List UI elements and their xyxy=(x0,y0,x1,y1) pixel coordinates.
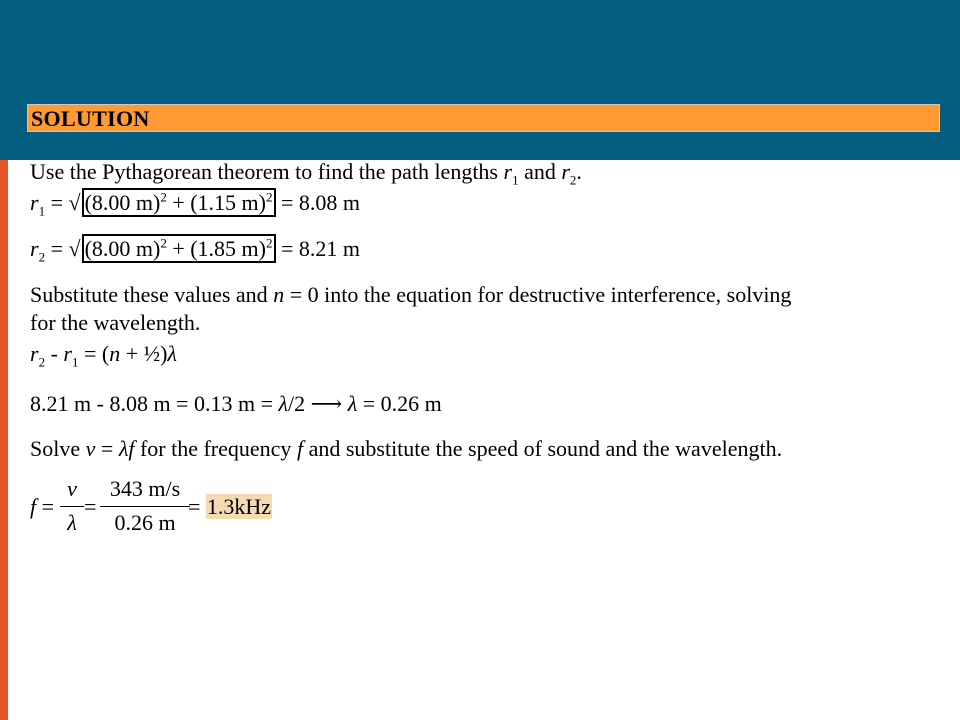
radical-sign: √ xyxy=(68,236,81,261)
radical-sign: √ xyxy=(68,190,81,215)
fraction-v-over-lambda: v λ xyxy=(60,476,84,536)
instruction-substitute: Substitute these values and n = 0 into the equation for destructive interference, solving xyxy=(30,282,792,307)
fraction-speed-over-wavelength: 343 m/s 0.26 m xyxy=(100,476,190,536)
radicand-box: (8.00 m)$^2$ + (1.15 m)$^2$ xyxy=(82,188,276,217)
radicand-box: (8.00 m)$^2$ + (1.85 m)$^2$ xyxy=(82,234,276,263)
equation-r1: $r_1$ = √ (8.00 m)$^2$ + (1.15 m)$^2$ = 8.08 m xyxy=(30,189,361,219)
instruction-frequency: Solve v = λf for the frequency f and substitute the speed of sound and the wavelength. xyxy=(30,436,783,461)
instruction-pythagorean: Use the Pythagorean theorem to find the path lengths $r_1$ and $r_2$. xyxy=(30,159,582,188)
fraction-bar xyxy=(60,506,84,507)
instruction-substitute-cont: for the wavelength. xyxy=(30,310,201,335)
section-heading xyxy=(27,104,940,132)
equation-r2: $r_2$ = √ (8.00 m)$^2$ + (1.85 m)$^2$ = 8.21 m xyxy=(30,235,361,265)
equation-path-difference: $r_2 - r_1 = (n$ + ½)λ xyxy=(30,341,177,370)
arrow-icon: ⟶ xyxy=(310,391,343,416)
freq-lhs: f = xyxy=(30,494,55,519)
title-band xyxy=(0,0,960,160)
answer-highlight: 1.3kHz xyxy=(206,494,272,519)
freq-result: = 1.3kHz xyxy=(188,494,272,519)
freq-equals: = xyxy=(84,494,97,519)
fraction-bar xyxy=(100,506,190,507)
section-heading-text: SOLUTION xyxy=(31,106,150,131)
equation-wavelength: 8.21 m - 8.08 m = 0.13 m = λ/2 ⟶ λ = 0.26 m xyxy=(30,391,442,416)
